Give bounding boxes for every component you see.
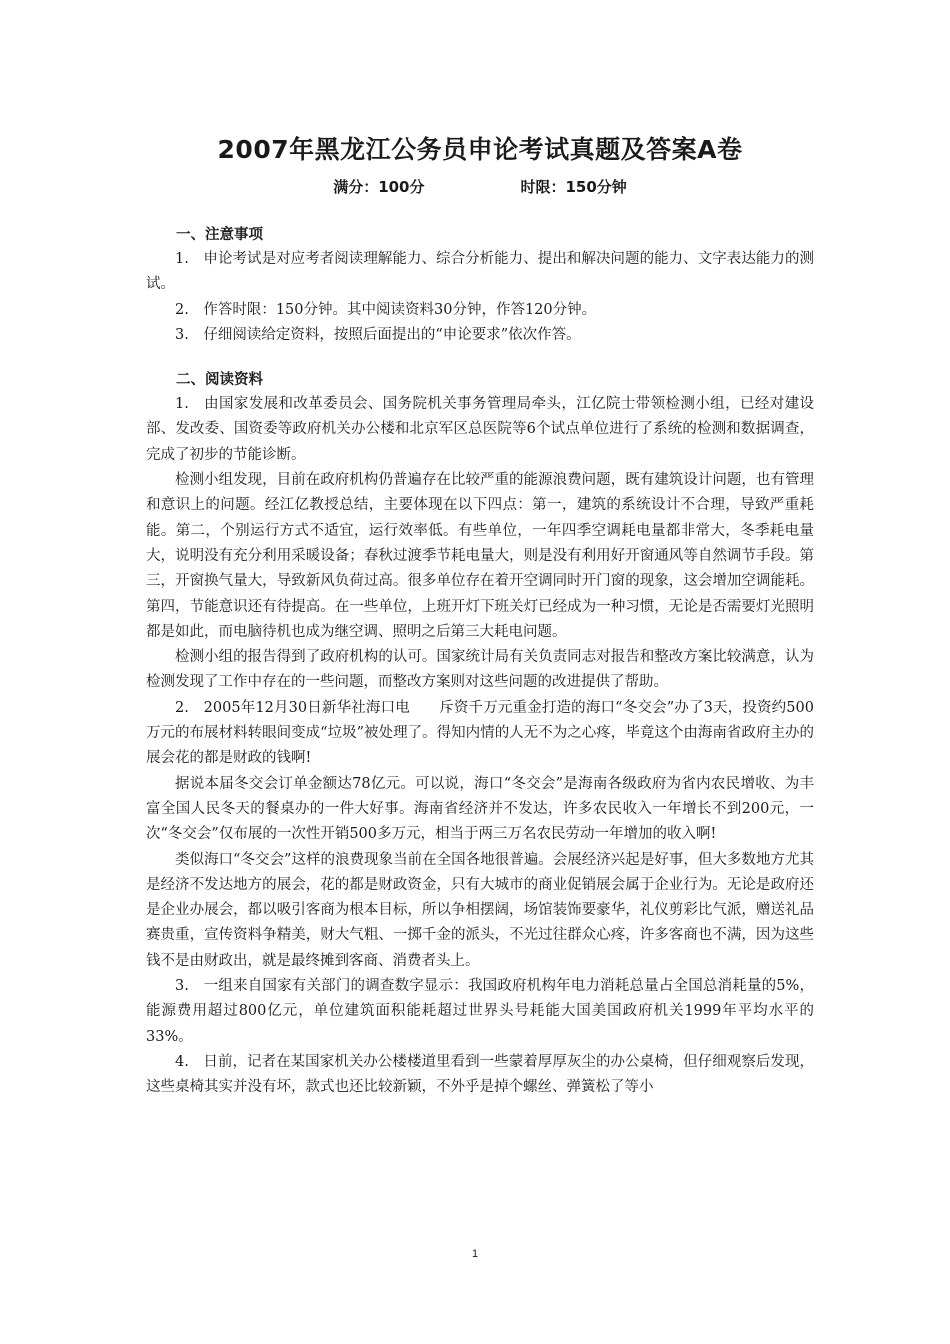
material-paragraph: 类似海口“冬交会”这样的浪费现象当前在全国各地很普遍。会展经济兴起是好事，但大多数地方尤其是经济不发达地方的展会，花的都是财政资金，只有大城市的商业促销展会属于企业行为。无论是政府还是企业办展会，都以吸引客商为根本目标，所以争相摆阔，场馆装饰要豪华，礼仪剪彩比气派，赠送礼品赛贵重，宣传资料争精美，财大气粗、一掷千金的派头，不光过往群众心疼，许多客商也不满，因为这些钱不是由财政出，就是最终摊到客商、消费者头上。 — [146, 851, 814, 969]
page-number: 1 — [471, 1248, 479, 1260]
document-page — [146, 130, 814, 1101]
section-heading-notes: 一、注意事项 — [176, 227, 263, 243]
material-paragraph: 检测小组的报告得到了政府机构的认可。国家统计局有关负责同志对报告和整改方案比较满意，认为检测发现了工作中存在的一些问题，而整改方案则对这些问题的改进提供了帮助。 — [146, 649, 814, 691]
material-paragraph: 2. 2005年12月30日新华社海口电 斥资千万元重金打造的海口“冬交会”办了3天，投资约500万元的布展材料转眼间变成“垃圾”被处理了。得知内情的人无不为之心疼，毕竟这个由海南省政府主办的展会花的都是财政的钱啊! — [146, 699, 814, 767]
document-title: 2007年黑龙江公务员申论考试真题及答案A卷 — [217, 135, 743, 164]
notes-paragraph: 2. 作答时限：150分钟。其中阅读资料30分钟，作答120分钟。 — [175, 301, 597, 318]
material-paragraph: 据说本届冬交会订单金额达78亿元。可以说，海口“冬交会”是海南各级政府为省内农民增收、为丰富全国人民冬天的餐桌办的一件大好事。海南省经济并不发达，许多农民收入一年增长不到200元，一次“冬交会”仅布展的一次性开销500多万元，相当于两三万名农民劳动一年增加的收入啊! — [146, 775, 814, 843]
section-heading-materials: 二、阅读资料 — [176, 372, 263, 389]
notes-paragraph: 3. 仔细阅读给定资料，按照后面提出的“申论要求”依次作答。 — [175, 326, 581, 343]
exam-meta — [146, 176, 814, 197]
material-paragraph: 1. 由国家发展和改革委员会、国务院机关事务管理局牵头，江亿院士带领检测小组，已经对建设部、发改委、国资委等政府机关办公楼和北京军区总医院等6个试点单位进行了系统的检测和数据调查，完成了初步的节能诊断。 — [146, 396, 814, 463]
full-score: 满分：100分 — [333, 178, 425, 196]
material-paragraph: 3. 一组来自国家有关部门的调查数字显示：我国政府机构年电力消耗总量占全国总消耗量的5%，能源费用超过800亿元，单位建筑面积能耗超过世界头号耗能大国美国政府机关1999年平均水平的33%。 — [146, 978, 814, 1045]
time-limit: 时限：150分钟 — [520, 178, 627, 196]
material-paragraph: 检测小组发现，目前在政府机构仍普遍存在比较严重的能源浪费问题，既有建筑设计问题，也有管理和意识上的问题。经江亿教授总结，主要体现在以下四点：第一，建筑的系统设计不合理，导致严重耗能。第二，个别运行方式不适宜，运行效率低。有些单位，一年四季空调耗电量都非常大，冬季耗电量大，说明没有充分利用采暖设备；春秋过渡季节耗电量大，则是没有利用好开窗通风等自然调节手段。第三，开窗换气量大，导致新风负荷过高。很多单位存在着开空调同时开门窗的现象，这会增加空调能耗。第四，节能意识还有待提高。在一些单位，上班开灯下班关灯已经成为一种习惯，无论是否需要灯光照明都是如此，而电脑待机也成为继空调、照明之后第三大耗电问题。 — [146, 472, 814, 640]
material-paragraph: 4. 日前，记者在某国家机关办公楼楼道里看到一些蒙着厚厚灰尘的办公桌椅，但仔细观察后发现，这些桌椅其实并没有坏，款式也还比较新颖，不外乎是掉个螺丝、弹簧松了等小 — [146, 1053, 814, 1096]
notes-paragraph: 1. 申论考试是对应考者阅读理解能力、综合分析能力、提出和解决问题的能力、文字表达能力的测试。 — [146, 251, 814, 293]
